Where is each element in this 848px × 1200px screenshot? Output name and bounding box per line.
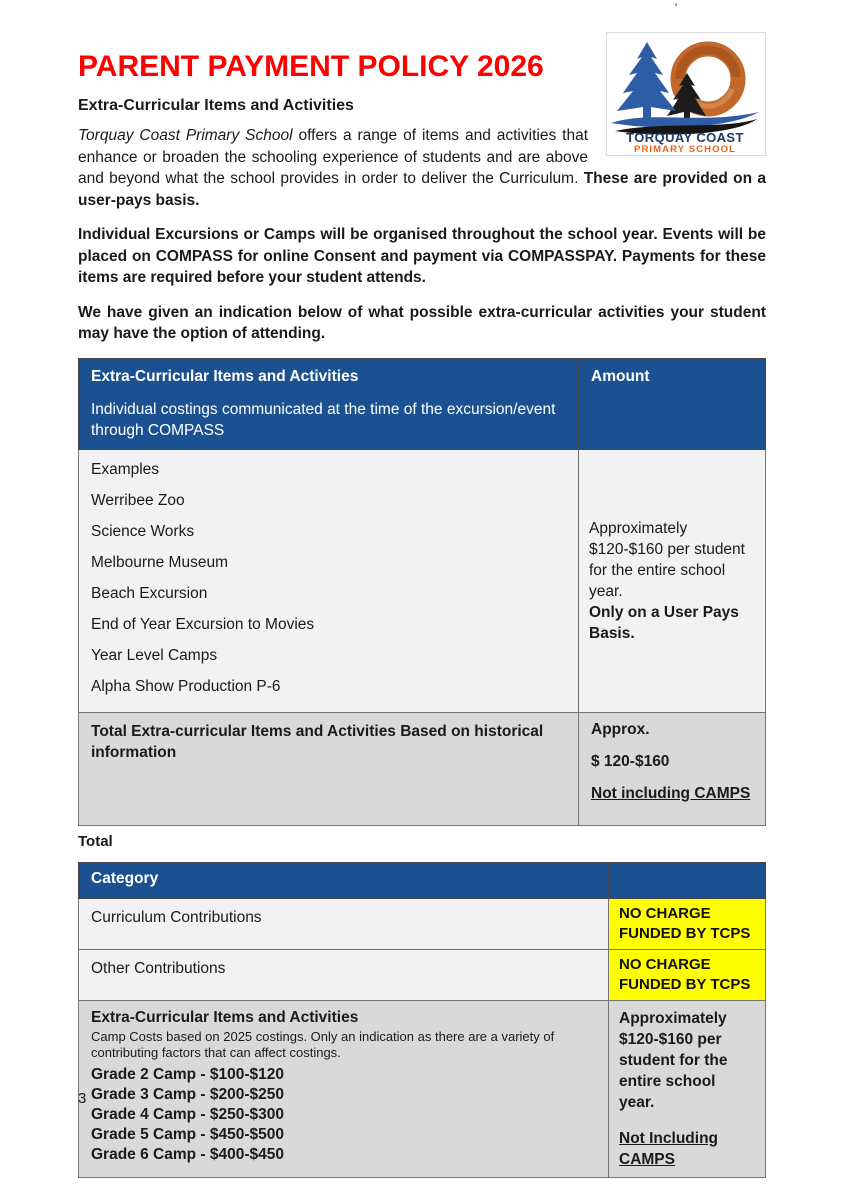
total-label: Total Extra-curricular Items and Activities Based on historical information — [79, 712, 579, 825]
camp-costs-note: Camp Costs based on 2025 costings. Only an indication as there are a variety of contributing factors that can affect costings. — [91, 1028, 555, 1060]
example-item: Melbourne Museum — [91, 553, 228, 571]
category-label: Other Contributions — [79, 949, 609, 1000]
category-table-header-row — [79, 862, 766, 898]
school-logo — [606, 32, 766, 156]
examples-row — [79, 449, 766, 712]
camp-cost-line: Grade 5 Camp - $450-$500 — [91, 1125, 284, 1143]
example-item: End of Year Excursion to Movies — [91, 615, 315, 633]
no-charge-line: NO CHARGE — [619, 904, 711, 922]
extra-curricular-table — [78, 358, 766, 826]
example-item: Examples — [91, 460, 160, 478]
section-heading: Extra-Curricular Items and Activities — [78, 97, 354, 114]
camp-cost-line: Grade 6 Camp - $400-$450 — [91, 1145, 284, 1163]
blue-tree-icon — [617, 42, 676, 119]
camp-cost-line: Grade 4 Camp - $250-$300 — [91, 1105, 284, 1123]
no-charge-line: NO CHARGE — [619, 955, 711, 973]
header-cell-blank — [609, 862, 766, 898]
total-not-including-camps: Not including CAMPS — [591, 784, 751, 802]
example-item: Werribee Zoo — [91, 491, 185, 509]
excursions-paragraph: Individual Excursions or Camps will be organised throughout the school year. Events will be placed on COMPASS for online Consent and payment via COMPASSPAY. Payments for these items are required before your student attends. — [78, 226, 766, 286]
table-row-extra-curricular — [79, 1000, 766, 1177]
examples-cell — [79, 449, 579, 712]
intro-paragraph-bold: These are provided on a user-pays basis. — [78, 170, 766, 209]
no-charge-cell — [609, 949, 766, 1000]
extra-amount-text: Approximately $120-$160 per student for the entire school year. — [619, 1009, 728, 1111]
amount-cell — [579, 449, 766, 712]
table-row-other — [79, 949, 766, 1000]
example-item: Year Level Camps — [91, 646, 218, 664]
extra-title: Extra-Curricular Items and Activities — [91, 1008, 359, 1026]
total-caption: Total — [78, 832, 113, 850]
table1-header-title: Extra-Curricular Items and Activities — [91, 367, 359, 385]
logo-school-name: TORQUAY COAST — [626, 130, 744, 145]
example-item: Science Works — [91, 522, 195, 540]
camp-cost-line: Grade 3 Camp - $200-$250 — [91, 1085, 284, 1103]
school-name-italic: Torquay Coast Primary School — [78, 127, 293, 144]
example-item: Alpha Show Production P-6 — [91, 677, 281, 695]
table-row-curriculum — [79, 898, 766, 949]
header-cell-amount — [579, 358, 766, 449]
logo-school-type: PRIMARY SCHOOL — [634, 144, 736, 153]
page-content — [78, 40, 766, 1178]
table1-header-subtitle: Individual costings communicated at the time of the excursion/event through COMPASS — [91, 400, 556, 439]
total-approx: Approx. — [591, 720, 650, 738]
camp-cost-line: Grade 2 Camp - $100-$120 — [91, 1065, 284, 1083]
not-including-camps: Not Including CAMPS — [619, 1129, 719, 1168]
stray-mark: ' — [675, 1, 678, 15]
intro-paragraph-text: offers a range of items and activities that enhance or broaden the schooling experience of students and are above and beyond what the school provides in order to deliver the Curriculum. — [78, 127, 588, 187]
header-cell-items — [79, 358, 579, 449]
total-range: $ 120-$160 — [591, 752, 670, 770]
table1-header-amount: Amount — [591, 367, 650, 385]
category-table — [78, 862, 766, 1178]
page-number: 3 — [78, 1090, 87, 1107]
table1-total-row — [79, 712, 766, 825]
funded-line: FUNDED BY TCPS — [619, 975, 751, 993]
no-charge-cell — [609, 898, 766, 949]
header-cell-category: Category — [79, 862, 609, 898]
indication-paragraph: We have given an indication below of what possible extra-curricular activities your student may have the option of attending. — [78, 303, 766, 342]
amount-text: Approximately $120-$160 per student for the entire school year. — [589, 519, 745, 600]
amount-bold-note: Only on a User Pays Basis. — [589, 603, 739, 642]
school-logo-image — [607, 33, 763, 153]
category-label: Curriculum Contributions — [79, 898, 609, 949]
extra-amount-cell — [609, 1000, 766, 1177]
extra-curricular-table-header-row — [79, 358, 766, 449]
total-amount-cell — [579, 712, 766, 825]
extra-curricular-cell — [79, 1000, 609, 1177]
example-item: Beach Excursion — [91, 584, 208, 602]
funded-line: FUNDED BY TCPS — [619, 924, 751, 942]
page-title: PARENT PAYMENT POLICY 2026 — [78, 50, 544, 83]
